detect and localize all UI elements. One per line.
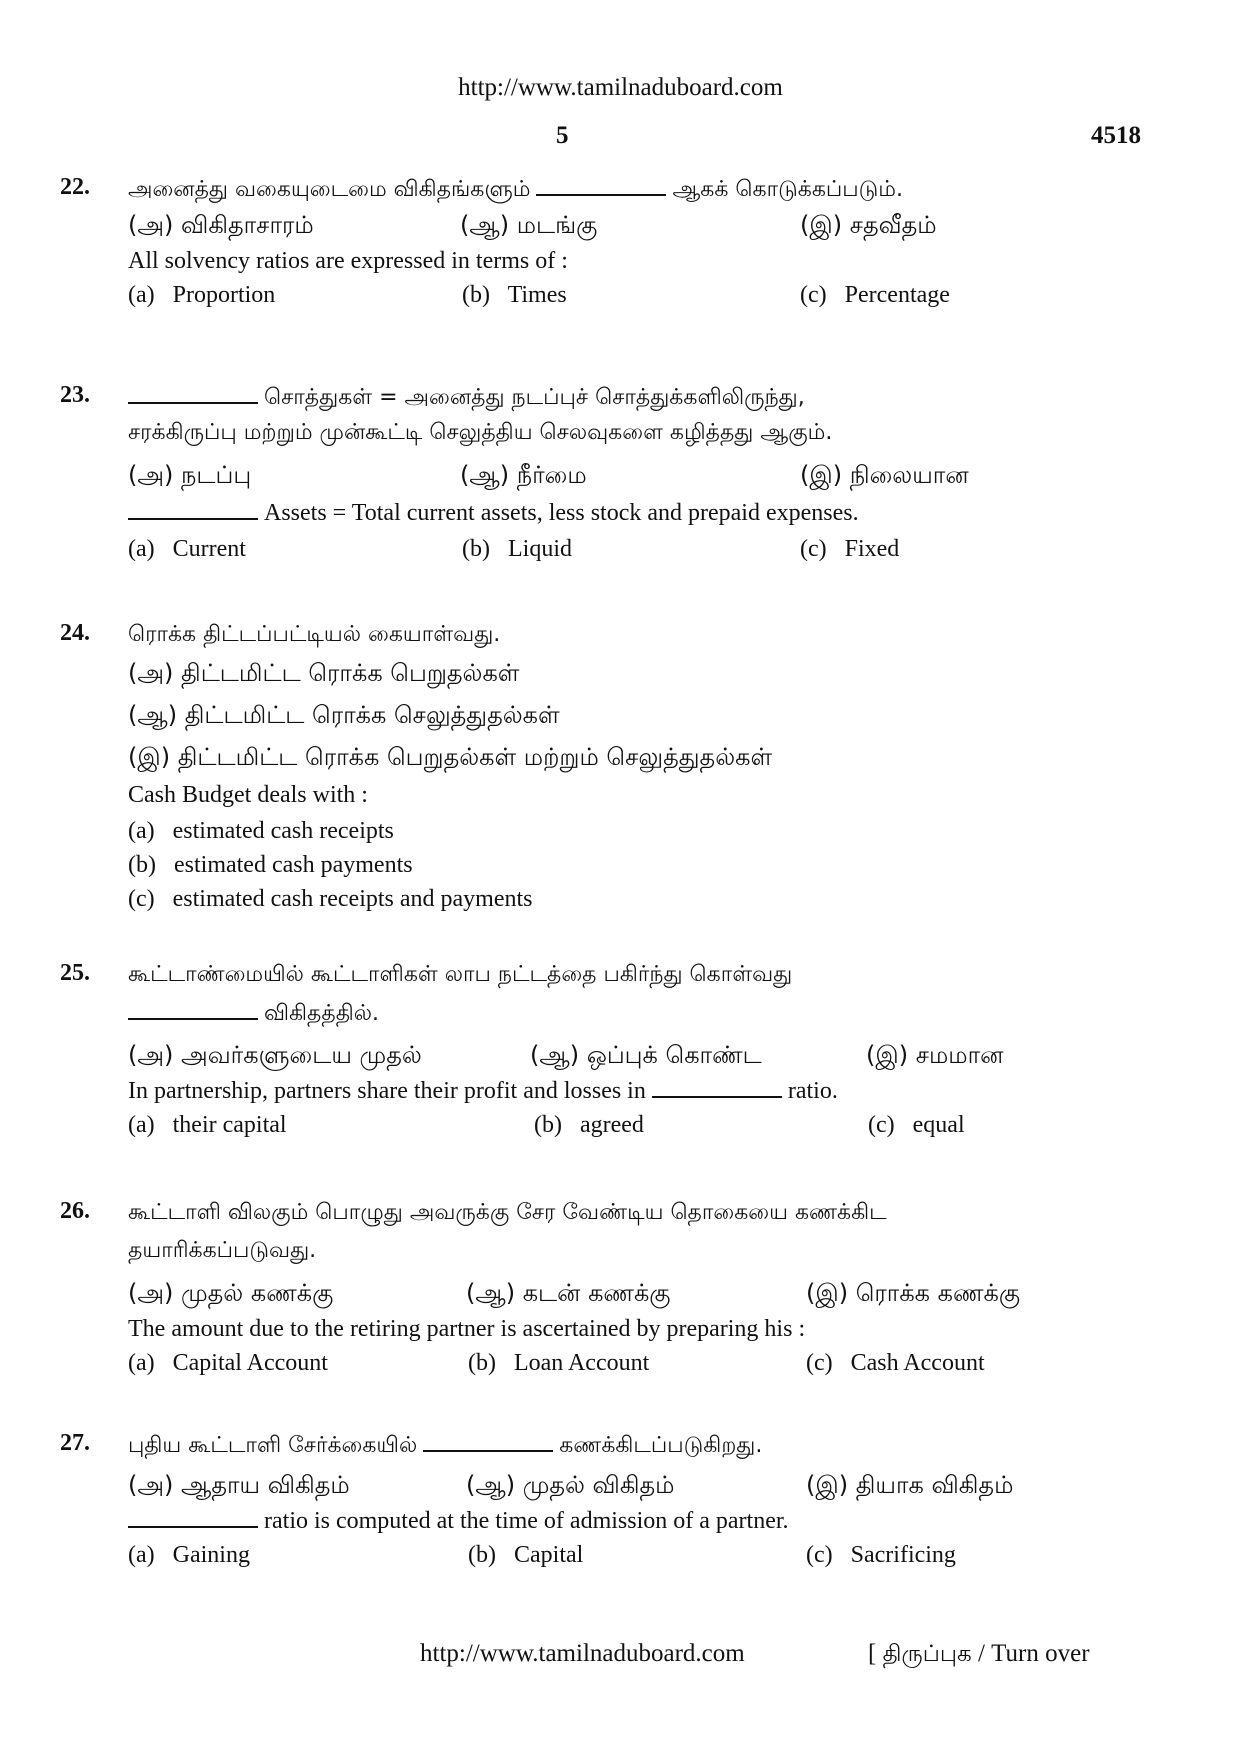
question-tamil: புதிய கூட்டாளி சேர்க்கையில் கணக்கிடப்படுகிறது. [128,1433,763,1458]
english-option-a: (a) their capital [128,1112,287,1138]
english-option-a: (a) Proportion [128,282,276,308]
english-option-b: (b) Liquid [462,536,572,562]
tamil-option-b: (ஆ) கடன் கணக்கு [466,1279,671,1307]
page-number: 5 [556,122,569,149]
tamil-option-c: (இ) சதவீதம் [800,211,937,239]
tamil-option-c: (இ) நிலையான [800,461,969,489]
english-option-c: (c) Fixed [800,536,900,562]
question-number: 27. [60,1430,90,1456]
question-number: 22. [60,174,90,200]
english-option-a: (a) Capital Account [128,1350,328,1376]
tamil-option-b: (ஆ) நீர்மை [460,461,587,489]
tamil-option-c: (இ) ரொக்க கணக்கு [806,1279,1021,1307]
english-option-c: (c) Cash Account [806,1350,985,1376]
tamil-option-a: (அ) அவர்களுடைய முதல் [128,1041,422,1069]
tamil-option-b: (ஆ) ஒப்புக் கொண்ட [530,1041,762,1069]
english-option-c: (c) Sacrificing [806,1542,956,1568]
english-option-a: (a) estimated cash receipts [128,818,394,844]
page-footer [0,1640,1241,1676]
english-option-c: (c) equal [868,1112,965,1138]
english-option-a: (a) Gaining [128,1542,250,1568]
question-english: All solvency ratios are expressed in terms of : [128,248,568,274]
tamil-option-a: (அ) விகிதாசாரம் [128,211,314,239]
question-number: 26. [60,1198,90,1224]
question-english: Assets = Total current assets, less stock and prepaid expenses. [128,498,1128,528]
english-option-c: (c) Percentage [800,282,950,308]
question-number: 23. [60,382,90,408]
tamil-option-b: (ஆ) முதல் விகிதம் [466,1471,675,1499]
tamil-option-a: (அ) முதல் கணக்கு [128,1279,334,1307]
english-option-a: (a) Current [128,536,246,562]
question-number: 25. [60,960,90,986]
turn-over-note: [ திருப்புக / Turn over [868,1640,1090,1667]
english-option-c: (c) estimated cash receipts and payments [128,886,533,912]
english-option-b: (b) agreed [534,1112,644,1138]
question-tamil: கூட்டாளி விலகும் பொழுது அவருக்கு சேர வேண்டிய தொகையை கணக்கிட [128,1200,887,1225]
question-tamil: ரொக்க திட்டப்பட்டியல் கையாள்வது. [128,622,501,647]
question-english: The amount due to the retiring partner is ascertained by preparing his : [128,1316,806,1342]
question-tamil-line2: விகிதத்தில். [128,998,1128,1029]
english-option-b: (b) estimated cash payments [128,852,413,878]
question-tamil: கூட்டாண்மையில் கூட்டாளிகள் லாப நட்டத்தை பகிர்ந்து கொள்வது [128,962,793,987]
tamil-option-c: (இ) திட்டமிட்ட ரொக்க பெறுதல்கள் மற்றும் செலுத்துதல்கள் [128,743,773,771]
question-english: Cash Budget deals with : [128,782,368,808]
tamil-option-a: (அ) நடப்பு [128,461,252,489]
question-tamil-line2: சரக்கிருப்பு மற்றும் முன்கூட்டி செலுத்திய செலவுகளை கழித்தது ஆகும். [128,420,833,445]
tamil-option-b: (ஆ) திட்டமிட்ட ரொக்க செலுத்துதல்கள் [128,701,560,729]
paper-code: 4518 [1091,122,1141,149]
tamil-option-b: (ஆ) மடங்கு [460,211,598,239]
question-tamil: அனைத்து வகையுடைமை விகிதங்களும் ஆகக் கொடுக்கப்படும். [128,177,903,202]
question-number: 24. [60,620,90,646]
english-option-b: (b) Loan Account [468,1350,650,1376]
header-url: http://www.tamilnaduboard.com [458,74,783,101]
tamil-option-c: (இ) தியாக விகிதம் [806,1471,1014,1499]
question-tamil-line2: தயாரிக்கப்படுவது. [128,1238,317,1263]
tamil-option-a: (அ) திட்டமிட்ட ரொக்க பெறுதல்கள் [128,659,520,687]
english-option-b: (b) Times [462,282,567,308]
english-option-b: (b) Capital [468,1542,584,1568]
tamil-option-a: (அ) ஆதாய விகிதம் [128,1471,350,1499]
tamil-option-c: (இ) சமமான [866,1041,1004,1069]
question-tamil: சொத்துகள் = அனைத்து நடப்புச் சொத்துக்களிலிருந்து, [128,382,1128,413]
question-english: ratio is computed at the time of admission of a partner. [128,1506,1128,1536]
footer-url: http://www.tamilnaduboard.com [420,1640,745,1667]
question-english: In partnership, partners share their profit and losses in ratio. [128,1078,838,1104]
